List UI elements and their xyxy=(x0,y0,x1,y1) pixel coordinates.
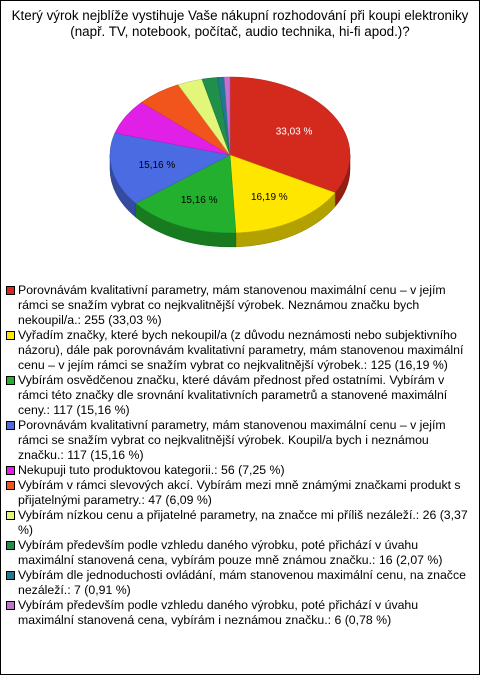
legend-item-9 xyxy=(6,598,472,628)
legend-item-5 xyxy=(6,478,472,508)
legend-swatch-1 xyxy=(6,331,15,340)
legend-swatch-2 xyxy=(6,376,15,385)
legend-item-2 xyxy=(6,373,472,418)
legend-text-2: Vybírám osvědčenou značku, které dávám přednost před ostatními. Vybírám v rámci této značky dle srovnání kvalitativních parametrů a stanovené maximální ceny.: 117 (15,16 %) xyxy=(18,373,448,417)
legend-item-8 xyxy=(6,568,472,598)
legend-text-8: Vybírám dle jednoduchosti ovládání, mám stanovenou maximální cenu, na značce nezáleží.: 7 (0,91 %) xyxy=(18,568,466,597)
legend-swatch-3 xyxy=(6,421,15,430)
legend-text-1: Vyřadím značky, které bych nekoupil/a (z důvodu neznámosti nebo subjektivního názoru), dále pak porovnávám kvalitativní parametry, mám stanovenou maximální cenu – v jejím rámci se snažím vybrat co nejkvalitnější výrobek.: 125 (16,19 %) xyxy=(18,328,464,372)
legend-text-9: Vybírám především podle vzhledu daného výrobku, poté přichází v úvahu maximální stanovená cena, vybírám i neznámou značku.: 6 (0,78 %) xyxy=(18,598,419,627)
pie-label-2: 15,16 % xyxy=(180,195,218,207)
legend-item-0 xyxy=(6,283,472,328)
legend-swatch-5 xyxy=(6,481,15,490)
pie-chart xyxy=(0,0,480,280)
legend-text-6: Vybírám nízkou cenu a přijatelné parametry, na značce mi příliš nezáleží.: 26 (3,37 %) xyxy=(18,508,468,537)
legend-text-0: Porovnávám kvalitativní parametry, mám stanovenou maximální cenu – v jejím rámci se snažím vybrat co nejkvalitnější výrobek. Neznámou značku bych nekoupil/a.: 255 (33,03 %) xyxy=(18,283,446,327)
legend-swatch-4 xyxy=(6,466,15,475)
legend-text-5: Vybírám v rámci slevových akcí. Vybírám mezi mně známými značkami produkt s přijatelnými parametry.: 47 (6,09 %) xyxy=(18,478,461,507)
legend-item-3 xyxy=(6,418,472,463)
chart-title: Který výrok nejblíže vystihuje Vaše nákupní rozhodování při koupi elektroniky (např. TV, notebook, počítač, audio technika, hi-fi apod.)? xyxy=(11,8,469,39)
legend-text-7: Vybírám především podle vzhledu daného výrobku, poté přichází v úvahu maximální stanovená cena, vybírám pouze mně známou značku.: 16 (2,07 %) xyxy=(18,538,443,567)
legend-item-6 xyxy=(6,508,472,538)
pie-label-0: 33,03 % xyxy=(275,126,313,138)
legend-item-7 xyxy=(6,538,472,568)
legend-text-3: Porovnávám kvalitativní parametry, mám stanovenou maximální cenu – v jejím rámci se snažím vybrat co nejkvalitnější výrobek. Koupil/a bych i neznámou značku.: 117 (15,16 %) xyxy=(18,418,446,462)
legend-swatch-7 xyxy=(6,541,15,550)
legend-text-4: Nekupuji tuto produktovou kategorii.: 56 (7,25 %) xyxy=(18,463,285,477)
legend-item-4 xyxy=(6,463,472,478)
pie-slices xyxy=(110,77,350,233)
pie-label-3: 15,16 % xyxy=(138,160,176,172)
legend-swatch-0 xyxy=(6,286,15,295)
chart-legend xyxy=(6,283,472,628)
legend-swatch-9 xyxy=(6,601,15,610)
pie-label-1: 16,19 % xyxy=(251,192,288,204)
legend-swatch-6 xyxy=(6,511,15,520)
legend-item-1 xyxy=(6,328,472,373)
legend-swatch-8 xyxy=(6,571,15,580)
